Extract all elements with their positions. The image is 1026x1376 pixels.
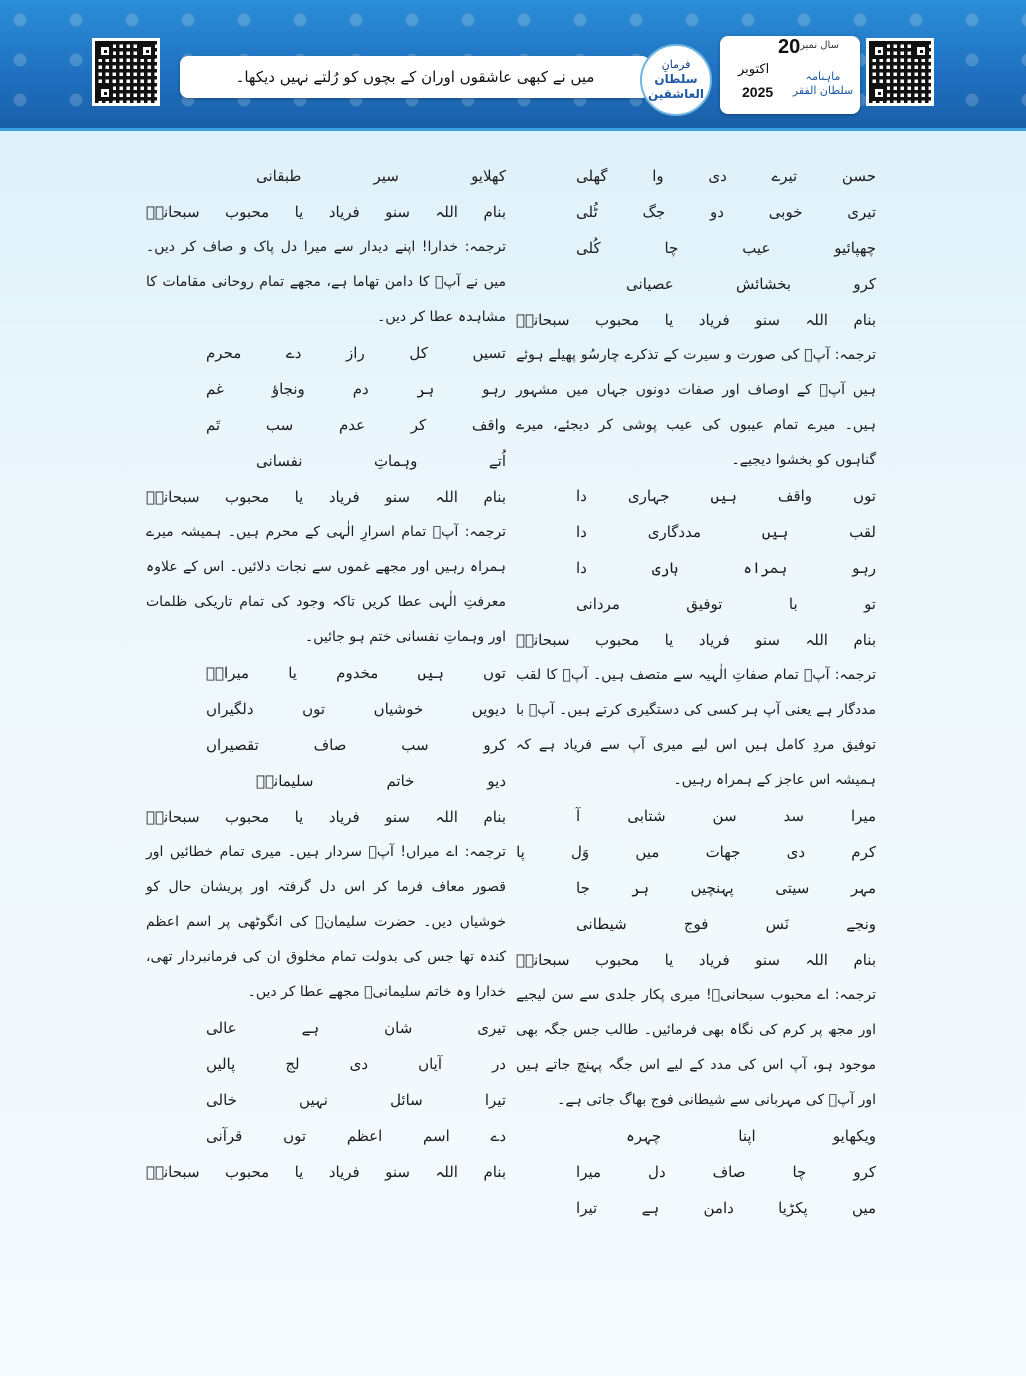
verse-word: تَم: [206, 416, 221, 434]
verse-word: دلگیراں: [206, 700, 254, 718]
verse-word: لج: [285, 1055, 300, 1073]
verse-line: [576, 478, 876, 514]
right-column: [516, 158, 876, 1226]
verse-word: کل: [409, 344, 428, 362]
verse-word: پہنچیں: [690, 879, 734, 897]
verse-word: خالی: [206, 1091, 237, 1109]
verse-word: ہے: [641, 1199, 660, 1217]
verse-word: بنام: [483, 808, 506, 826]
verse-line: [206, 335, 506, 371]
verse-word: دیو: [487, 772, 506, 790]
verse-word: محبوب: [225, 808, 270, 826]
faramin-logo: [640, 44, 712, 116]
verse-word: سبحانیؒ: [146, 488, 200, 506]
verse-word: توفیق: [686, 595, 723, 613]
verse-word: تو: [864, 595, 876, 613]
verse-word: تیرا: [484, 1091, 506, 1109]
verse-line: [516, 622, 876, 658]
verse-word: واقف: [777, 487, 813, 505]
verse-word: شتابی: [627, 807, 666, 825]
verse-word: صاف: [313, 736, 347, 754]
verse-line: [516, 834, 876, 870]
verse-word: محبوب: [225, 488, 270, 506]
translation-paragraph: ترجمہ: آپؒ تمام اسرارِ الٰہی کے محرم ہیں۔ ہمیشہ میرے ہمراہ رہیں اور مجھے غموں سے نجات دلائیں۔ اس کے علاوہ معرفتِ الٰہی عطا کریں تاکہ وجود کی تمام تاریکی ظلمات اور وہماتِ نفسانی ختم ہو جائیں۔: [146, 524, 506, 645]
verse-word: سن: [712, 807, 737, 825]
verse-word: خوشیاں: [373, 700, 424, 718]
verse-line: [576, 1190, 876, 1226]
verse-word: دے: [285, 344, 302, 362]
verse-word: چا: [792, 1163, 807, 1181]
verse-word: دا: [576, 487, 587, 505]
verse-word: سنو: [385, 488, 410, 506]
logo-line-1: فرمانِ: [661, 58, 691, 72]
verse-word: عیب: [742, 239, 771, 257]
verse-line: [206, 691, 506, 727]
verse-word: راز: [346, 344, 365, 362]
verse-word: سبحانیؒ: [146, 1163, 200, 1181]
verse-word: تیری: [847, 203, 876, 221]
verse-word: میرا: [576, 1163, 602, 1181]
verse-word: اعظم: [346, 1127, 383, 1145]
verse-word: پالیں: [206, 1055, 236, 1073]
verse-word: نفسانی: [256, 452, 303, 470]
verse-word: سیر: [373, 167, 399, 185]
verse-word: یا: [664, 631, 674, 649]
verse-word: تیری: [477, 1019, 506, 1037]
verse-word: دم: [352, 380, 369, 398]
verse-line: [576, 1154, 876, 1190]
verse-word: اللہ: [435, 488, 458, 506]
verse-word: اللہ: [435, 808, 458, 826]
verse-word: ونجے: [846, 915, 876, 933]
verse-word: آ: [576, 807, 581, 825]
verse-word: بنام: [853, 311, 876, 329]
verse-word: جگ: [642, 203, 666, 221]
verse-line: [576, 158, 876, 194]
verse-word: یا: [294, 488, 304, 506]
logo-line-2: سلطان العاشقین: [647, 71, 705, 101]
verse-word: محبوب: [595, 311, 640, 329]
verse-word: حسن: [841, 167, 876, 185]
verse-word: اللہ: [435, 203, 458, 221]
verse-line: [206, 1082, 506, 1118]
verse-word: سنو: [385, 1163, 410, 1181]
verse-line: [206, 1010, 506, 1046]
verse-word: یا: [288, 664, 297, 682]
verse-word: پکڑیا: [778, 1199, 808, 1217]
translation-paragraph: ترجمہ: آپؒ تمام صفاتِ الٰہیہ سے متصف ہیں۔ آپؒ کا لقب مددگار ہے یعنی آپ ہر کسی کی دستگیری کرتے ہیں۔ آپؒ با توفیق مردِ کامل ہیں اس لیے میری آپ سے فریاد ہے کہ ہمیشہ اس عاجز کے ہمراہ رہیں۔: [516, 667, 876, 788]
verse-word: سب: [401, 736, 429, 754]
verse-word: قرآنی: [206, 1127, 243, 1145]
verse-line: [146, 799, 506, 835]
verse-word: فریاد: [328, 1163, 360, 1181]
verse-word: توں: [853, 487, 876, 505]
issue-box: [720, 36, 860, 114]
verse-word: سنو: [755, 631, 780, 649]
issue-month: اکتوبر: [738, 62, 770, 77]
verse-line: [516, 942, 876, 978]
verse-word: واقف: [471, 416, 506, 434]
verse-word: دے: [490, 1127, 506, 1145]
verse-word: فریاد: [698, 631, 730, 649]
verse-line: [206, 371, 506, 407]
verse-line: [206, 1046, 506, 1082]
verse-word: تیرا: [576, 1199, 598, 1217]
verse-word: بخشائش: [735, 275, 792, 293]
verse-word: دی: [786, 843, 806, 861]
verse-line: [256, 443, 506, 479]
verse-line: [516, 302, 876, 338]
verse-word: ہر: [631, 879, 649, 897]
verse-word: وا: [652, 167, 664, 185]
verse-word: سیتی: [775, 879, 810, 897]
verse-word: سائل: [390, 1091, 423, 1109]
page-header: [0, 0, 1026, 131]
verse-word: شان: [384, 1019, 413, 1037]
verse-word: ہیں: [417, 664, 444, 682]
verse-line: [626, 1118, 876, 1154]
verse-word: آیاں: [418, 1055, 443, 1073]
verse-word: میں: [852, 1199, 876, 1217]
verse-word: جھات: [705, 843, 741, 861]
verse-word: فریاد: [328, 808, 360, 826]
verse-word: رہو: [482, 380, 506, 398]
verse-word: عالی: [206, 1019, 237, 1037]
verse-word: دا: [576, 523, 587, 541]
verse-word: سبحانیؒ: [516, 951, 570, 969]
verse-word: مردانی: [576, 595, 620, 613]
verse-line: [576, 798, 876, 834]
verse-word: محبوب: [595, 951, 640, 969]
verse-word: دیویں: [471, 700, 506, 718]
verse-word: سد: [783, 807, 804, 825]
translation-paragraph: ترجمہ: اے میراں! آپؒ سردار ہیں۔ میری تمام خطائیں اور قصور معاف فرما کر اس دل گرفتہ اور پریشان حال کو خوشیاں دیں۔ حضرت سلیمانؑ کی انگوٹھی پر اسم اعظم کندہ تھا جس کی بدولت تمام مخلوق ان کی فرمانبردار تھی، خدارا وہ خاتم سلیمانیؑ مجھے عطا کر دیں۔: [146, 844, 506, 1000]
verse-word: وَل: [571, 843, 590, 861]
verse-word: فریاد: [698, 311, 730, 329]
verse-word: جا: [576, 879, 590, 897]
verse-word: اللہ: [805, 951, 828, 969]
verse-word: بنام: [483, 203, 506, 221]
verse-word: محبوب: [225, 1163, 270, 1181]
verse-line: [146, 479, 506, 515]
verse-word: فوج: [683, 915, 709, 933]
verse-word: با: [788, 595, 798, 613]
verse-word: اللہ: [805, 311, 828, 329]
verse-word: غم: [206, 380, 224, 398]
verse-word: مخدوم: [336, 664, 379, 682]
verse-word: طبقانی: [256, 167, 302, 185]
verse-word: اُتے: [488, 452, 506, 470]
verse-word: جہاری: [627, 487, 670, 505]
verse-word: سبحانیؒ: [146, 808, 200, 826]
verse-word: بنام: [483, 488, 506, 506]
verse-word: سلیمانیؑ: [256, 772, 314, 790]
left-column: [146, 158, 506, 1190]
verse-word: ہے: [301, 1019, 320, 1037]
verse-word: تقصیراں: [206, 736, 259, 754]
verse-word: کُلی: [576, 239, 601, 257]
verse-word: کر: [410, 416, 427, 434]
verse-word: کرو: [483, 736, 506, 754]
verse-word: محرم: [206, 344, 242, 362]
verse-word: ہر: [416, 380, 435, 398]
verse-line: [576, 906, 876, 942]
issue-year: 2025: [742, 84, 774, 100]
verse-word: میں: [635, 843, 660, 861]
verse-word: یا: [294, 1163, 304, 1181]
verse-word: مہر: [850, 879, 876, 897]
verse-line: [576, 586, 876, 622]
verse-line: [206, 727, 506, 763]
verse-line: [256, 763, 506, 799]
verse-word: دامن: [703, 1199, 734, 1217]
verse-word: چھپائیو: [834, 239, 876, 257]
translation-paragraph: ترجمہ: خدارا! اپنے دیدار سے میرا دل پاک و صاف کر دیں۔ میں نے آپؒ کا دامن تھاما ہے، مجھے تمام روحانی مقامات کا مشاہدہ عطا کر دیں۔: [146, 239, 506, 325]
verse-word: یا: [664, 951, 674, 969]
verse-word: دل: [648, 1163, 666, 1181]
verse-line: [146, 1154, 506, 1190]
verse-word: ہیں: [710, 487, 737, 505]
qr-code-right[interactable]: [866, 38, 934, 106]
verse-word: توں: [283, 1127, 307, 1145]
issue-label: سال نمبر: [800, 40, 839, 51]
issue-number: 20: [778, 36, 801, 58]
verse-word: دا: [576, 559, 587, 577]
verse-word: شیطانی: [576, 915, 627, 933]
verse-line: [626, 266, 876, 302]
verse-word: سنو: [755, 951, 780, 969]
verse-word: فریاد: [328, 203, 360, 221]
verse-line: [206, 407, 506, 443]
verse-word: یا: [294, 203, 304, 221]
verse-line: [206, 655, 506, 691]
verse-word: توں: [302, 700, 326, 718]
verse-word: سبحانیؒ: [146, 203, 200, 221]
verse-word: کھلایو: [471, 167, 506, 185]
verse-word: دی: [708, 167, 727, 185]
verse-line: [576, 870, 876, 906]
header-banner: میں نے کبھی عاشقوں اوران کے بچوں کو رُلتے نہیں دیکھا۔: [180, 56, 650, 98]
verse-word: اپنا: [738, 1127, 756, 1145]
verse-line: [206, 1118, 506, 1154]
verse-word: نہیں: [299, 1091, 328, 1109]
verse-word: لقب: [849, 523, 876, 541]
verse-word: میرا: [850, 807, 876, 825]
verse-line: [576, 194, 876, 230]
verse-word: ہاری: [651, 559, 679, 577]
verse-word: فریاد: [698, 951, 730, 969]
verse-word: سنو: [385, 203, 410, 221]
brand-logo: ماہنامہ سلطان الفقر: [792, 70, 854, 98]
verse-word: در: [492, 1055, 506, 1073]
verse-word: کرم: [851, 843, 876, 861]
verse-word: یا: [664, 311, 674, 329]
verse-word: اللہ: [805, 631, 828, 649]
verse-line: [576, 514, 876, 550]
verse-word: وہماتِ: [373, 452, 418, 470]
verse-word: کرو: [853, 1163, 876, 1181]
verse-word: سب: [265, 416, 294, 434]
verse-word: سبحانیؒ: [516, 631, 570, 649]
verse-word: فریاد: [328, 488, 360, 506]
verse-line: [576, 230, 876, 266]
verse-word: ٹُلی: [576, 203, 598, 221]
verse-word: ہمراہ: [743, 559, 788, 577]
verse-word: محبوب: [595, 631, 640, 649]
verse-word: چہرہ: [626, 1127, 662, 1145]
verse-word: دی: [349, 1055, 369, 1073]
verse-word: بنام: [853, 631, 876, 649]
verse-word: یا: [294, 808, 304, 826]
verse-word: ونجاؤ: [271, 380, 305, 398]
verse-word: عصیانی: [626, 275, 674, 293]
verse-word: نَس: [765, 915, 789, 933]
verse-word: ویکھایو: [832, 1127, 876, 1145]
verse-word: تیرے: [771, 167, 798, 185]
verse-word: تسیں: [472, 344, 506, 362]
translation-paragraph: ترجمہ: اے محبوب سبحانیؒ! میری پکار جلدی سے سن لیجیے اور مجھ پر کرم کی نگاہ بھی فرمائیں۔ طالب جس جگہ بھی موجود ہو، آپ اس کی مدد کے لیے اس جگہ پہنچ جاتے ہیں اور آپؒ کی مہربانی سے شیطانی فوج بھاگ جاتی ہے۔: [516, 987, 876, 1108]
verse-word: بنام: [483, 1163, 506, 1181]
verse-word: محبوب: [225, 203, 270, 221]
verse-word: بنام: [853, 951, 876, 969]
verse-line: [576, 550, 876, 586]
verse-line: [146, 194, 506, 230]
verse-word: چا: [664, 239, 679, 257]
verse-word: خاتم: [386, 772, 415, 790]
verse-word: خوبی: [768, 203, 803, 221]
verse-word: کرو: [853, 275, 876, 293]
verse-word: صاف: [712, 1163, 746, 1181]
verse-word: گھلی: [576, 167, 608, 185]
verse-word: سنو: [385, 808, 410, 826]
verse-word: ہیں: [761, 523, 789, 541]
verse-word: سنو: [755, 311, 780, 329]
qr-code-left[interactable]: [92, 38, 160, 106]
verse-word: عدم: [338, 416, 366, 434]
verse-word: اسم: [423, 1127, 450, 1145]
verse-word: اللہ: [435, 1163, 458, 1181]
translation-paragraph: ترجمہ: آپؒ کی صورت و سیرت کے تذکرے چارسُو پھیلے ہوئے ہیں آپؒ کے اوصاف اور صفات دونوں جہاں میں مشہور ہیں۔ میرے تمام عیبوں کی عیب پوشی کر دیجئے، میرے گناہوں کو بخشوا دیجیے۔: [516, 347, 876, 468]
verse-word: میرانؒ: [206, 664, 250, 682]
verse-word: توں: [483, 664, 506, 682]
verse-word: رہو: [852, 559, 876, 577]
verse-word: سبحانیؒ: [516, 311, 570, 329]
verse-word: مددگاری: [647, 523, 702, 541]
verse-word: دو: [710, 203, 724, 221]
verse-line: [256, 158, 506, 194]
verse-word: پا: [516, 843, 525, 861]
